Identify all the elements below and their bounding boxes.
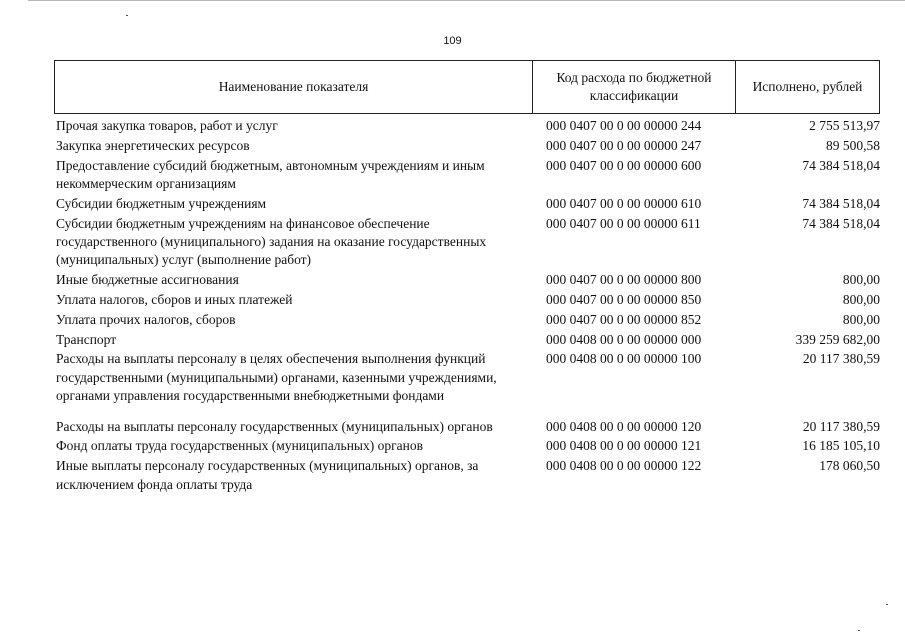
row-name: Предоставление субсидий бюджетным, автономным учреждениям и иным некоммерческим организациям — [56, 157, 485, 191]
row-value: 339 259 682,00 — [795, 331, 880, 347]
table-row — [54, 331, 880, 349]
row-code: 000 0407 00 0 00 00000 800 — [546, 272, 702, 288]
table-header — [54, 60, 880, 114]
row-name: Прочая закупка товаров, работ и услуг — [56, 118, 278, 133]
row-name: Расходы на выплаты персоналу в целях обеспечения выполнения функций государственными (муниципальными) органами, казенными учреждениями, органами управления государственными внебюджетными фондами — [56, 351, 497, 404]
row-code: 000 0407 00 0 00 00000 850 — [546, 292, 702, 307]
row-code: 000 0407 00 0 00 00000 247 — [546, 137, 702, 153]
row-name: Субсидии бюджетным учреждениям на финансовое обеспечение государственного (муниципального) задания на оказание государственных (муниципальных) услуг (выполнение работ) — [56, 215, 487, 268]
row-code: 000 0408 00 0 00 00000 100 — [546, 351, 702, 367]
row-name: Уплата налогов, сборов и иных платежей — [56, 292, 293, 307]
table-row — [54, 157, 880, 194]
table-row — [54, 195, 880, 213]
row-value: 800,00 — [842, 292, 880, 307]
row-code: 000 0408 00 0 00 00000 000 — [546, 331, 702, 347]
row-code: 000 0407 00 0 00 00000 610 — [546, 195, 702, 211]
header-executed: Исполнено, рублей — [752, 79, 863, 94]
scan-speck — [858, 630, 860, 631]
row-value: 74 384 518,04 — [802, 157, 880, 173]
row-value: 178 060,50 — [819, 458, 880, 474]
table-row — [54, 215, 880, 270]
row-code: 000 0408 00 0 00 00000 121 — [546, 438, 702, 454]
table-row — [54, 418, 880, 436]
row-name: Уплата прочих налогов, сборов — [56, 311, 236, 327]
table-row — [54, 457, 880, 494]
row-value: 74 384 518,04 — [802, 195, 880, 211]
scan-speck — [886, 604, 888, 605]
scan-speck — [126, 15, 128, 16]
row-code: 000 0408 00 0 00 00000 122 — [546, 458, 702, 474]
header-name: Наименование показателя — [55, 61, 533, 113]
row-code: 000 0407 00 0 00 00000 611 — [546, 215, 701, 231]
row-value: 2 755 513,97 — [809, 118, 880, 133]
row-value: 89 500,58 — [826, 137, 880, 153]
table-body — [54, 117, 880, 495]
table-row — [54, 137, 880, 155]
row-code: 000 0407 00 0 00 00000 852 — [546, 311, 702, 327]
table-row — [54, 350, 880, 405]
page-number: 109 — [443, 35, 462, 47]
row-code: 000 0407 00 0 00 00000 244 — [546, 118, 702, 133]
table-row — [54, 437, 880, 455]
header-code: Код расхода по бюджетной классификации — [533, 61, 736, 113]
table-row — [54, 291, 880, 309]
table-row — [54, 271, 880, 289]
row-value: 800,00 — [842, 311, 880, 327]
row-name: Субсидии бюджетным учреждениям — [56, 195, 267, 211]
row-value: 20 117 380,59 — [802, 351, 880, 367]
row-name: Закупка энергетических ресурсов — [56, 137, 250, 153]
row-name: Иные выплаты персоналу государственных (муниципальных) органов, за исключением фонда оплаты труда — [56, 458, 479, 492]
row-value: 800,00 — [842, 272, 880, 288]
table-row — [54, 311, 880, 329]
row-value: 16 185 105,10 — [802, 438, 880, 454]
table-row — [54, 117, 880, 135]
row-name: Транспорт — [56, 331, 117, 347]
row-name: Фонд оплаты труда государственных (муниципальных) органов — [56, 438, 423, 454]
row-code: 000 0407 00 0 00 00000 600 — [546, 157, 702, 173]
row-name: Расходы на выплаты персоналу государственных (муниципальных) органов — [56, 418, 493, 434]
row-name: Иные бюджетные ассигнования — [56, 272, 239, 288]
row-code: 000 0408 00 0 00 00000 120 — [546, 418, 702, 434]
row-value: 20 117 380,59 — [802, 418, 880, 434]
top-edge-rule — [28, 0, 905, 1]
row-value: 74 384 518,04 — [802, 215, 880, 231]
